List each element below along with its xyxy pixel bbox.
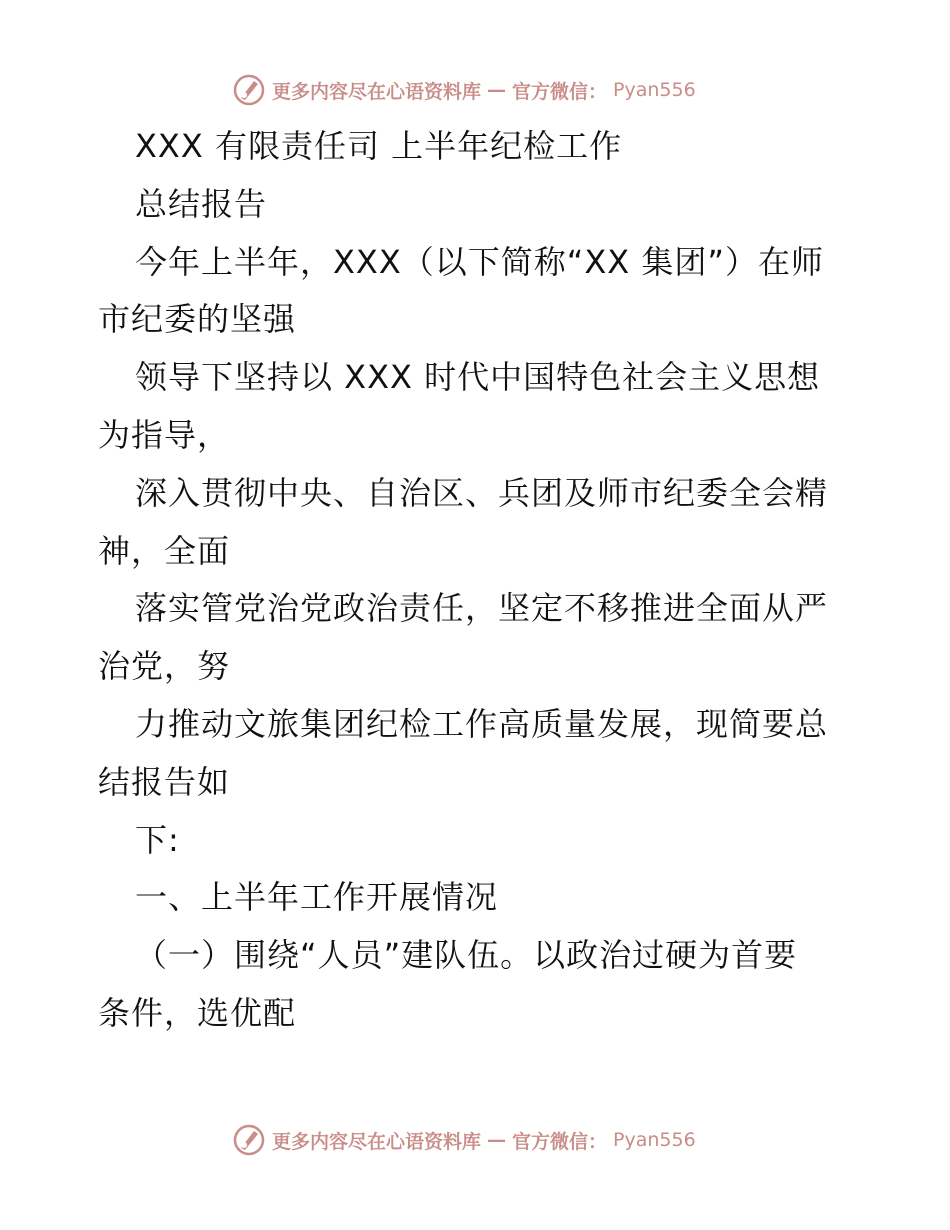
paragraph-line: 今年上半年，XXX（以下简称“XX 集团”）在师	[135, 242, 824, 281]
pen-seal-icon	[232, 1123, 266, 1157]
watermark-brand-text: 更多内容尽在心语资料库	[272, 80, 482, 103]
watermark-footer	[232, 1122, 696, 1158]
watermark-wechat-id: Pyan556	[613, 79, 696, 101]
section-heading: 一、上半年工作开展情况	[135, 878, 499, 917]
paragraph-line: 治党，努	[98, 647, 231, 686]
paragraph-line: 条件，选优配	[98, 993, 297, 1032]
paragraph-line: 神，全面	[98, 531, 231, 570]
paragraph-line: 结报告如	[98, 762, 231, 801]
watermark-wechat-label: 官方微信：	[512, 80, 608, 103]
document-body	[98, 118, 858, 1043]
watermark-brand-text: 更多内容尽在心语资料库	[272, 1130, 482, 1153]
paragraph-line: 深入贯彻中央、自治区、兵团及师市纪委全会精	[135, 473, 829, 512]
watermark-dash: —	[487, 1129, 507, 1151]
paragraph-line: 下:	[135, 820, 180, 859]
paragraph-line: 为指导，	[98, 415, 231, 454]
watermark-wechat-id: Pyan556	[613, 1129, 696, 1151]
paragraph-line: 落实管党治党政治责任，坚定不移推进全面从严	[135, 589, 829, 628]
watermark-dash: —	[487, 79, 507, 101]
paragraph-line: 领导下坚持以 XXX 时代中国特色社会主义思想	[135, 358, 821, 397]
pen-seal-icon	[232, 73, 266, 107]
watermark-header	[232, 72, 696, 108]
paragraph-line: 力推动文旅集团纪检工作高质量发展，现简要总	[135, 704, 829, 743]
watermark-wechat-label: 官方微信：	[512, 1130, 608, 1153]
paragraph-line: 市纪委的坚强	[98, 300, 297, 339]
paragraph-line: （一）围绕“人员”建队伍。以政治过硬为首要	[135, 936, 798, 975]
title-line-1: XXX 有限责任司 上半年纪检工作	[135, 127, 623, 165]
title-line-2: 总结报告	[135, 184, 268, 223]
